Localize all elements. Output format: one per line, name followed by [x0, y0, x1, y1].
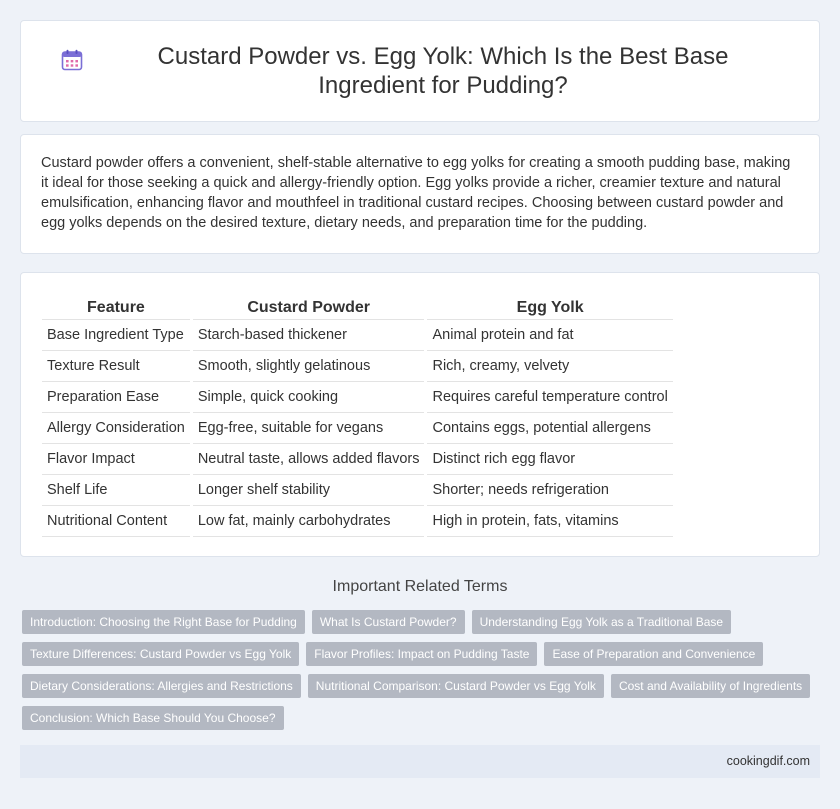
related-tag[interactable]: Understanding Egg Yolk as a Traditional Base — [472, 610, 732, 634]
table-cell: Rich, creamy, velvety — [427, 351, 672, 382]
table-cell: Simple, quick cooking — [193, 382, 425, 413]
table-row — [42, 444, 673, 475]
table-cell: Egg-free, suitable for vegans — [193, 413, 425, 444]
related-tag[interactable]: Ease of Preparation and Convenience — [544, 642, 763, 666]
comparison-table-card — [20, 272, 820, 557]
related-tag[interactable]: What Is Custard Powder? — [312, 610, 465, 634]
table-row — [42, 413, 673, 444]
header-custard-powder: Custard Powder — [193, 295, 425, 320]
table-row — [42, 475, 673, 506]
related-tag[interactable]: Texture Differences: Custard Powder vs Egg Yolk — [22, 642, 299, 666]
table-cell: Allergy Consideration — [42, 413, 190, 444]
page-title: Custard Powder vs. Egg Yolk: Which Is the Best Base Ingredient for Pudding? — [157, 43, 729, 99]
header-feature: Feature — [42, 295, 190, 320]
footer — [20, 745, 820, 778]
table-cell: Shelf Life — [42, 475, 190, 506]
intro-paragraph: Custard powder offers a convenient, shelf-stable alternative to egg yolks for creating a smooth pudding base, making it ideal for those seeking a quick and allergy-friendly option. Egg yolks provide a richer, creamier texture and natural emulsification, enhancing flavor and mouthfeel in traditional custard recipes. Choosing between custard powder and egg yolks depends on the desired texture, dietary needs, and preparation time for the pudding. — [41, 155, 791, 231]
related-tag[interactable]: Cost and Availability of Ingredients — [611, 674, 810, 698]
table-cell: Distinct rich egg flavor — [427, 444, 672, 475]
table-header-row — [42, 295, 673, 320]
header-card — [20, 20, 820, 122]
table-cell: Animal protein and fat — [427, 320, 672, 351]
table-cell: Preparation Ease — [42, 382, 190, 413]
header-inner — [61, 42, 779, 100]
table-row — [42, 351, 673, 382]
comparison-table — [39, 295, 676, 537]
related-tag[interactable]: Flavor Profiles: Impact on Pudding Taste — [306, 642, 537, 666]
related-tag[interactable]: Conclusion: Which Base Should You Choose? — [22, 706, 284, 730]
table-cell: Smooth, slightly gelatinous — [193, 351, 425, 382]
related-tag[interactable]: Dietary Considerations: Allergies and Restrictions — [22, 674, 301, 698]
table-cell: Nutritional Content — [42, 506, 190, 537]
table-cell: Longer shelf stability — [193, 475, 425, 506]
table-cell: Base Ingredient Type — [42, 320, 190, 351]
table-cell: High in protein, fats, vitamins — [427, 506, 672, 537]
table-cell: Flavor Impact — [42, 444, 190, 475]
header-egg-yolk: Egg Yolk — [427, 295, 672, 320]
calendar-icon — [61, 49, 83, 71]
table-row — [42, 320, 673, 351]
table-cell: Contains eggs, potential allergens — [427, 413, 672, 444]
table-cell: Requires careful temperature control — [427, 382, 672, 413]
table-cell: Low fat, mainly carbohydrates — [193, 506, 425, 537]
table-row — [42, 506, 673, 537]
footer-site-link[interactable]: cookingdif.com — [726, 754, 810, 768]
table-cell: Starch-based thickener — [193, 320, 425, 351]
related-terms-title: Important Related Terms — [332, 578, 508, 595]
table-row — [42, 382, 673, 413]
table-cell: Texture Result — [42, 351, 190, 382]
related-tag[interactable]: Nutritional Comparison: Custard Powder vs Egg Yolk — [308, 674, 604, 698]
table-cell: Neutral taste, allows added flavors — [193, 444, 425, 475]
related-tag[interactable]: Introduction: Choosing the Right Base for Pudding — [22, 610, 305, 634]
table-cell: Shorter; needs refrigeration — [427, 475, 672, 506]
related-tags — [22, 610, 822, 738]
intro-card — [20, 134, 820, 254]
